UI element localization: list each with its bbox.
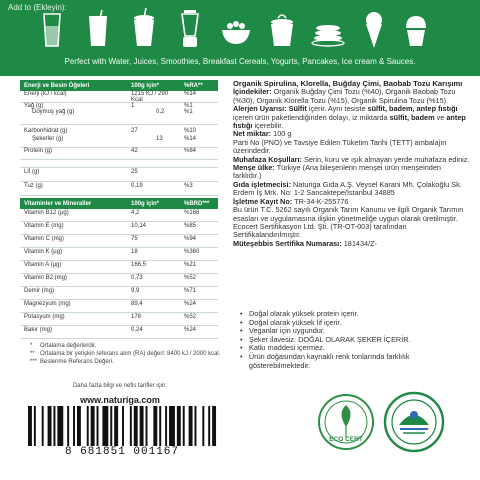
blender-icon bbox=[172, 8, 208, 52]
barcode-number: 8 681851 001167 bbox=[64, 446, 180, 458]
barcode-bar bbox=[202, 406, 204, 446]
nutrition-table bbox=[20, 80, 218, 196]
barcode-bar bbox=[91, 406, 95, 446]
barcode-bar bbox=[130, 406, 132, 446]
website-link[interactable]: www.naturiga.com bbox=[80, 395, 160, 405]
add-to-label: Add to (Ekleyin): bbox=[8, 3, 67, 12]
barcode-bar bbox=[183, 406, 185, 446]
ecocert-text: ECO CERT bbox=[329, 436, 363, 443]
ecocert-logo-icon bbox=[317, 393, 375, 451]
ingredients: İçindekiler: Organik Buğday Çimi Tozu (%40), Organik Baobab Tozu (%30), Organik Klorella Tozu (%15), Organik Spirulina Tozu (%15). bbox=[233, 87, 456, 105]
barcode-bar bbox=[42, 406, 44, 446]
barcode-bar bbox=[189, 406, 193, 446]
vitamins-table bbox=[20, 198, 218, 339]
table-row: Vitamin B2 (mg) 0,73 %52 bbox=[20, 274, 218, 287]
barcode-bar bbox=[97, 406, 99, 446]
batch-info: Parti No (PNO) ve Tavsiye Edilen Tüketim Tarihi (TETT) ambalajın üzerindedir. bbox=[233, 137, 447, 156]
list-item: • Ürün doğasından kaynaklı renk tonlarında farklılık gösterebilmektedir. bbox=[240, 351, 410, 370]
usage-icons bbox=[34, 8, 434, 54]
table-row: Bakır (mg) 0,24 %24 bbox=[20, 326, 218, 339]
barcode-bar bbox=[87, 406, 89, 446]
table-row: Lif (g) 25 bbox=[20, 168, 218, 182]
cereal-bowl-icon bbox=[218, 8, 254, 52]
barcode-bar bbox=[212, 406, 216, 446]
table-row: Magnezyum (mg) 89,4 %24 bbox=[20, 300, 218, 313]
vitamins-table-header: Vitaminler ve Mineraller 100g için* %BRD*** bbox=[20, 198, 218, 209]
registration-number: İşletme Kayıt No: TR-34-K-255776 bbox=[233, 196, 349, 206]
list-item: • Veganlar için uygundur. bbox=[240, 326, 325, 336]
barcode-bar bbox=[194, 406, 196, 446]
table-spacer bbox=[20, 160, 218, 168]
more-info-text: Daha fazla bilgi ve nefis tarifler için: bbox=[72, 383, 168, 389]
footnote: *** Beslenme Referans Değeri. bbox=[30, 359, 114, 365]
table-row: Protein (g) 42 %84 bbox=[20, 148, 218, 160]
storage-conditions: Muhafaza Koşulları: Serin, kuru ve ışık almayan yerde muhafaza ediniz. bbox=[233, 154, 470, 164]
footnote: * Ortalama değerlerdir. bbox=[30, 343, 97, 349]
table-row: Vitamin E (mg) 10,14 %85 bbox=[20, 222, 218, 235]
barcode-bar bbox=[114, 406, 118, 446]
barcode-bar bbox=[53, 406, 55, 446]
table-row: Yağ (g) 1 %1 bbox=[24, 103, 193, 109]
barcode-bar bbox=[57, 406, 63, 446]
barcode-bar bbox=[73, 406, 75, 446]
organic-certification-logo-icon bbox=[383, 391, 445, 453]
water-glass-icon bbox=[34, 8, 70, 52]
barcode-icon bbox=[28, 406, 218, 446]
barcode-bar bbox=[208, 406, 210, 446]
food-operator: Gıda işletmecisi: Naturiga Gıda A.Ş. Veysel Karani Mh. Çolakoğlu Sk. Erdem İş Mrk. No: 1-2 Sancaktepe/İstanbul 34885 bbox=[233, 179, 462, 198]
smoothie-icon bbox=[126, 8, 162, 52]
barcode-bar bbox=[48, 406, 52, 446]
barcode-bar bbox=[110, 406, 112, 446]
usage-banner bbox=[0, 0, 480, 76]
table-row: Potasyum (mg) 178 %52 bbox=[20, 313, 218, 326]
table-row: Tuz (g) 0,19 %3 bbox=[20, 182, 218, 196]
barcode-bar bbox=[177, 406, 181, 446]
list-item: • Şeker ilavesiz. DOĞAL OLARAK ŞEKER İÇERİR. bbox=[240, 334, 411, 344]
product-claims bbox=[240, 310, 470, 370]
barcode-bar bbox=[28, 406, 32, 446]
table-row: Vitamin B12 (µg) 4,2 %168 bbox=[20, 209, 218, 222]
barcode-bar bbox=[159, 406, 161, 446]
product-info bbox=[233, 80, 471, 248]
barcode-bar bbox=[165, 406, 167, 446]
organic-statement: Bu ürün T.C. 5262 sayılı Organik Tarım Kanunu ve ilgili Organik Tarımın esasları ve uygulamasına ilişkin yönetmeliğe uygun olarak üretilmiştir. Ecocert Sertifikasyon Ltd. Şti. (TR-OT-003) tarafından Sertifikalandırılmıştır. bbox=[233, 205, 464, 240]
nutrition-table-header: Enerji ve Besin Öğeleri 100g için* %RA** bbox=[20, 80, 218, 91]
footnotes bbox=[30, 342, 230, 366]
table-row: Vitamin A (µg) 166,5 %21 bbox=[20, 261, 218, 274]
list-item: • Doğal olarak yüksek protein içerir. bbox=[240, 309, 359, 318]
product-title: Organik Spirulina, Klorella, Buğday Çimi, Baobab Tozu Karışımı bbox=[233, 79, 463, 88]
ice-cream-cone-icon bbox=[356, 8, 392, 52]
list-item: • Katkı maddesi içermez. bbox=[240, 343, 325, 353]
net-quantity: Net miktar: 100 g bbox=[233, 129, 292, 139]
barcode-bar bbox=[134, 406, 138, 446]
footnote: ** Ortalama bir yetişkin referans alım (RA) değeri: 8400 kJ / 2000 kcal. bbox=[30, 351, 221, 357]
barcode-bar bbox=[34, 406, 36, 446]
barcode-bar bbox=[153, 406, 157, 446]
allergen-warning: Alerjen Uyarısı: Sülfit içerir. Aynı tesiste sülfit, badem, antep fıstığı içeren ürün paketlendiğinden dolayı, iz miktarda sülfit, badem ve antep fıstığı içerebilir. bbox=[233, 104, 466, 131]
table-row: Doymuş yağ (g) 0,2 %1 bbox=[20, 109, 218, 125]
juice-glass-icon bbox=[80, 8, 116, 52]
table-row: Karbonhidrat (g) 27 %10 bbox=[24, 128, 197, 134]
barcode-bar bbox=[140, 406, 144, 446]
table-row: Şekerler (g) 13 %14 bbox=[20, 136, 218, 148]
barcode-bar bbox=[146, 406, 148, 446]
table-row: Vitamin K (µg) 18 %360 bbox=[20, 248, 218, 261]
table-row: Vitamin C (mg) 75 %94 bbox=[20, 235, 218, 248]
barcode-bar bbox=[169, 406, 175, 446]
usage-description: Perfect with Water, Juices, Smoothies, Breakfast Cereals, Yogurts, Pancakes, Ice cream & Sauces. bbox=[64, 57, 416, 66]
barcode-bar bbox=[122, 406, 124, 446]
barcode-bar bbox=[102, 406, 108, 446]
pancakes-icon bbox=[310, 8, 346, 52]
barcode-bar bbox=[67, 406, 69, 446]
cupcake-icon bbox=[398, 8, 434, 52]
origin-country: Menşe ülke: Türkiye (Ana bileşenlerin menşei ürün menşeinden farklıdır.) bbox=[233, 163, 441, 181]
barcode-bar bbox=[77, 406, 81, 446]
table-row: Demir (mg) 9,9 %71 bbox=[20, 287, 218, 300]
yogurt-cup-icon bbox=[264, 8, 300, 52]
table-row: Enerji (kJ / kcal) 1215 KJ / 290 Kcal %14 bbox=[20, 91, 218, 103]
certificate-number: Müteşebbis Sertifika Numarası: 181434/Z- bbox=[233, 238, 377, 248]
list-item: • Doğal olarak yüksek lif içerir. bbox=[240, 317, 342, 327]
